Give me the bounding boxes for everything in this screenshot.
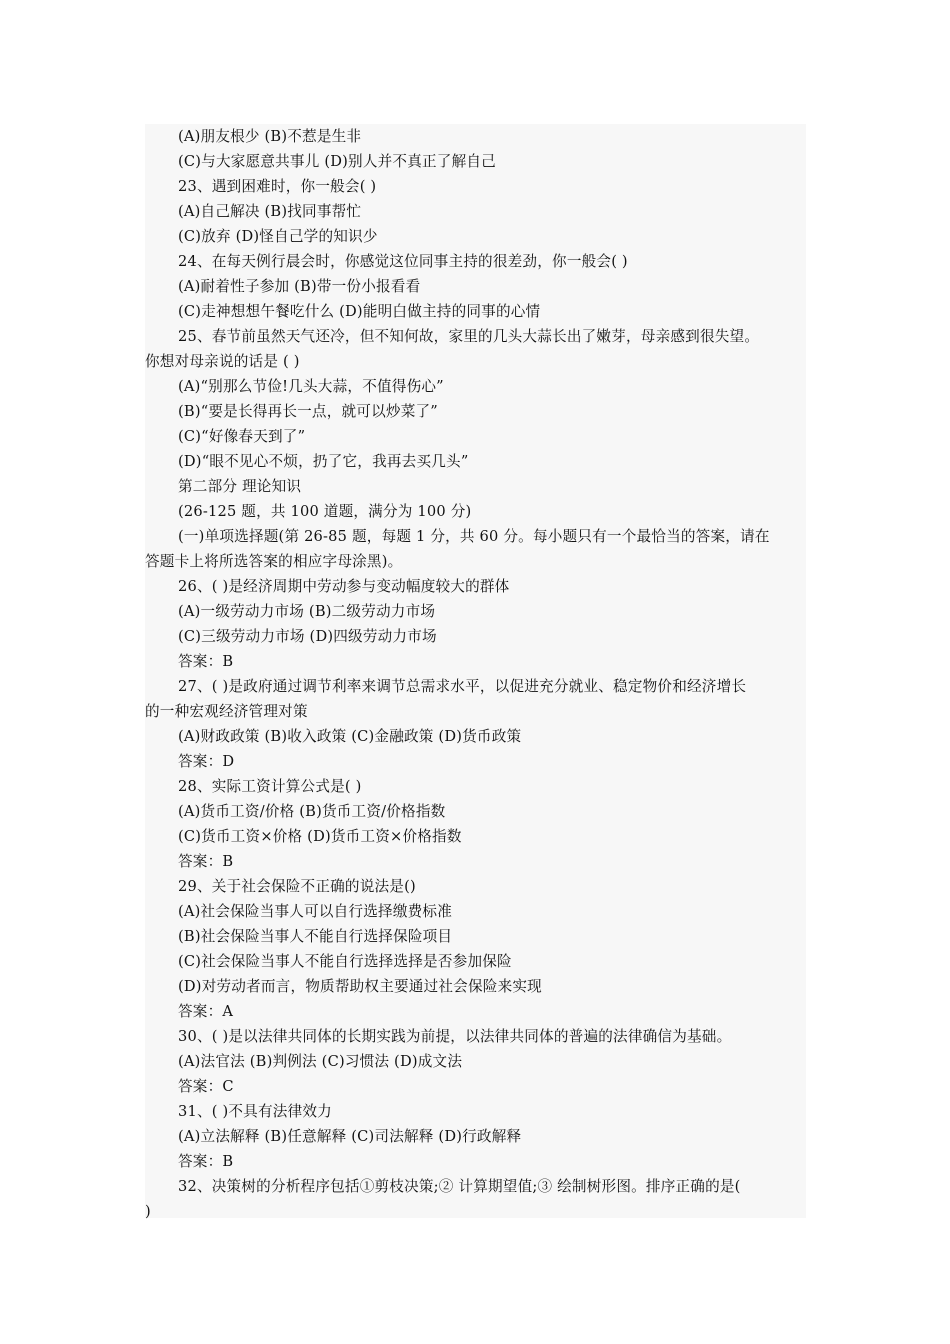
text-line: (A)法官法 (B)判例法 (C)习惯法 (D)成文法 [178, 1053, 463, 1070]
text-line: ) [145, 1203, 151, 1220]
text-line: (26-125 题，共 100 道题，满分为 100 分) [178, 503, 472, 520]
text-line: (A)立法解释 (B)任意解释 (C)司法解释 (D)行政解释 [178, 1128, 522, 1145]
text-line: 你想对母亲说的话是 ( ) [145, 353, 300, 370]
text-line: (C)社会保险当事人不能自行选择选择是否参加保险 [178, 953, 512, 970]
text-line: 24、在每天例行晨会时，你感觉这位同事主持的很差劲，你一般会( ) [178, 253, 628, 270]
text-line: 的一种宏观经济管理对策 [145, 703, 308, 720]
text-line: (C)三级劳动力市场 (D)四级劳动力市场 [178, 628, 437, 645]
text-line: (C)“好像春天到了” [178, 428, 306, 445]
text-line: (D)“眼不见心不烦，扔了它，我再去买几头” [178, 453, 469, 470]
text-line: 29、关于社会保险不正确的说法是() [178, 878, 416, 895]
document-body [145, 124, 806, 1224]
text-line: 答题卡上将所选答案的相应字母涂黑)。 [145, 553, 403, 570]
text-line: 26、( )是经济周期中劳动参与变动幅度较大的群体 [178, 578, 510, 595]
text-line: (D)对劳动者而言，物质帮助权主要通过社会保险来实现 [178, 978, 542, 995]
text-line: (B)社会保险当事人不能自行选择保险项目 [178, 928, 453, 945]
text-line: 23、遇到困难时，你一般会( ) [178, 178, 377, 195]
text-line: 答案：B [178, 653, 234, 670]
text-line: 答案：B [178, 853, 234, 870]
text-line: (B)“要是长得再长一点，就可以炒菜了” [178, 403, 438, 420]
text-line: (A)货币工资/价格 (B)货币工资/价格指数 [178, 803, 446, 820]
text-line: (A)朋友根少 (B)不惹是生非 [178, 128, 362, 145]
text-line: (C)货币工资×价格 (D)货币工资×价格指数 [178, 828, 462, 845]
text-line: (A)社会保险当事人可以自行选择缴费标准 [178, 903, 453, 920]
text-line: (一)单项选择题(第 26-85 题，每题 1 分，共 60 分。每小题只有一个最恰当的答案，请在 [178, 528, 770, 545]
text-line: (C)走神想想午餐吃什么 (D)能明白做主持的同事的心情 [178, 303, 541, 320]
text-line: 答案：A [178, 1003, 234, 1020]
text-line: (A)自己解决 (B)找同事帮忙 [178, 203, 362, 220]
text-line: 31、( )不具有法律效力 [178, 1103, 332, 1120]
text-line: 27、( )是政府通过调节利率来调节总需求水平，以促进充分就业、稳定物价和经济增长 [178, 678, 747, 695]
text-line: 32、决策树的分析程序包括①剪枝决策;② 计算期望值;③ 绘制树形图。排序正确的是( [178, 1178, 741, 1195]
text-line: 28、实际工资计算公式是( ) [178, 778, 362, 795]
text-line: (A)耐着性子参加 (B)带一份小报看看 [178, 278, 421, 295]
text-line: (C)与大家愿意共事儿 (D)别人并不真正了解自己 [178, 153, 496, 170]
text-line: (C)放弃 (D)怪自己学的知识少 [178, 228, 378, 245]
text-line: (A)一级劳动力市场 (B)二级劳动力市场 [178, 603, 436, 620]
text-line: 答案：B [178, 1153, 234, 1170]
text-line: 25、春节前虽然天气还冷，但不知何故，家里的几头大蒜长出了嫩芽，母亲感到很失望。 [178, 328, 760, 345]
text-line: 30、( )是以法律共同体的长期实践为前提，以法律共同体的普遍的法律确信为基础。 [178, 1028, 732, 1045]
text-line: (A)财政政策 (B)收入政策 (C)金融政策 (D)货币政策 [178, 728, 522, 745]
text-line: (A)“别那么节俭!几头大蒜，不值得伤心” [178, 378, 444, 395]
text-line: 答案：D [178, 753, 235, 770]
text-line: 第二部分 理论知识 [178, 478, 302, 495]
text-line: 答案：C [178, 1078, 234, 1095]
